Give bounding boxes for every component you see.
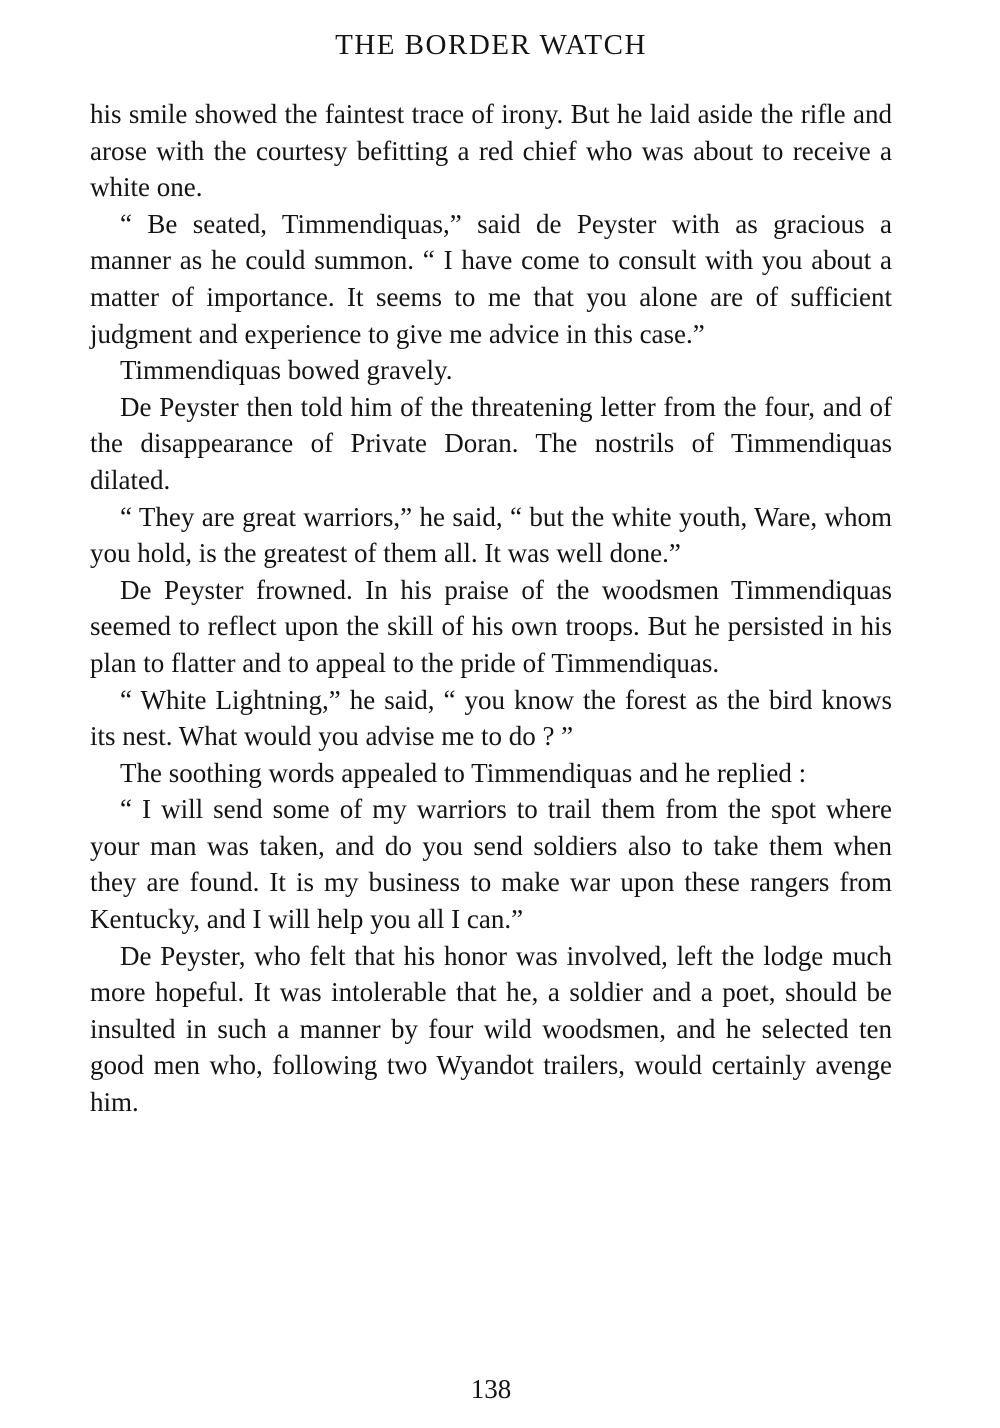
body-text: [90, 96, 892, 1121]
paragraph: De Peyster, who felt that his honor was involved, left the lodge much more hopeful. It was intolerable that he, a soldier and a poet, should be insulted in such a manner by four wild woodsmen, and he selected ten good men who, following two Wyandot trailers, would certainly avenge him.: [90, 940, 892, 1118]
paragraph: De Peyster frowned. In his praise of the woodsmen Timmendiquas seemed to reflect upon the skill of his own troops. But he persisted in his plan to flatter and to appeal to the pride of Timmendiquas.: [90, 574, 892, 678]
book-page: [90, 0, 892, 1428]
paragraph: De Peyster then told him of the threatening letter from the four, and of the disappearance of Private Doran. The nostrils of Timmendiquas dilated.: [90, 391, 892, 495]
paragraph: The soothing words appealed to Timmendiquas and he replied :: [120, 757, 807, 788]
paragraph: “ They are great warriors,” he said, “ but the white youth, Ware, whom you hold, is the greatest of them all. It was well done.”: [90, 501, 892, 569]
paragraph: “ Be seated, Timmendiquas,” said de Peyster with as gracious a manner as he could summon. “ I have come to consult with you about a matter of importance. It seems to me that you alone are of sufficient judgment and experience to give me advice in this case.”: [90, 208, 892, 349]
paragraph: “ White Lightning,” he said, “ you know the forest as the bird knows its nest. What would you advise me to do ? ”: [90, 684, 892, 752]
paragraph-continued: his smile showed the faintest trace of irony. But he laid aside the rifle and arose with the courtesy befitting a red chief who was about to receive a white one.: [90, 99, 892, 203]
paragraph: Timmendiquas bowed gravely.: [120, 355, 453, 386]
paragraph: “ I will send some of my warriors to trail them from the spot where your man was taken, and do you send soldiers also to take them when they are found. It is my business to make war upon these rangers from Kentucky, and I will help you all I can.”: [90, 794, 892, 935]
running-head-title: THE BORDER WATCH: [335, 29, 647, 61]
page-number: 138: [470, 1374, 512, 1404]
